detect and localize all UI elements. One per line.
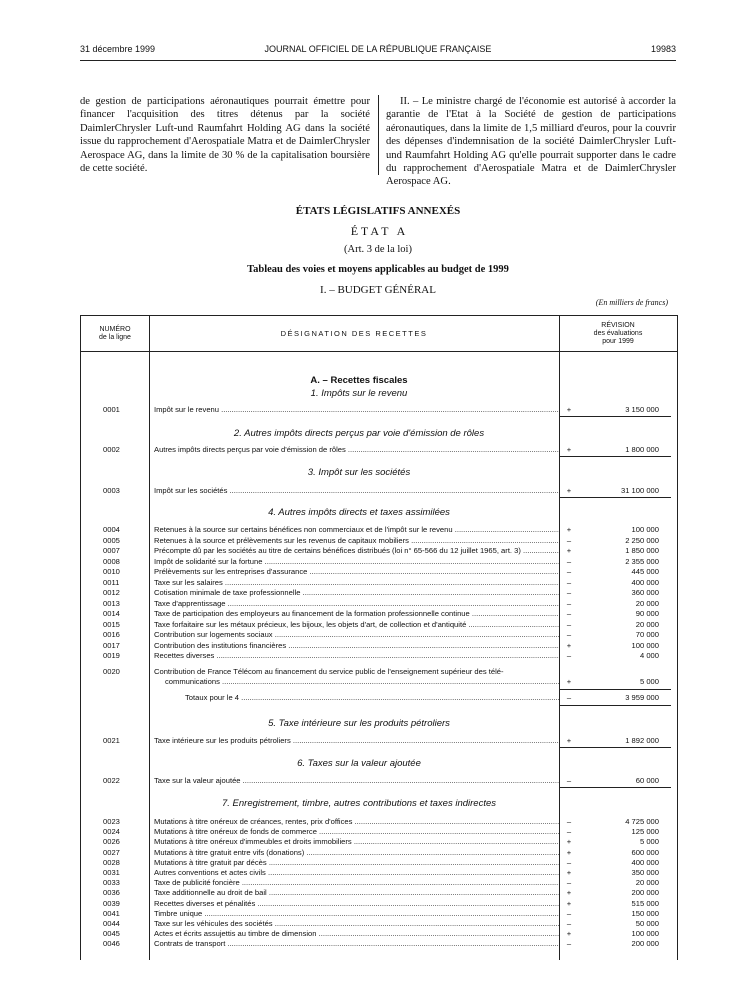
line-sign: – — [566, 630, 572, 639]
line-number: 0013 — [103, 598, 120, 608]
line-designation: Mutations à titre onéreux de fonds de commerce ..... — [154, 827, 559, 837]
line-amount: 360 000 — [631, 588, 659, 597]
underline — [559, 747, 671, 748]
line-number: 0022 — [103, 776, 120, 785]
line-designation: Taxe additionnelle au droit de bail ..... — [154, 888, 559, 898]
line-designation: Autres impôts directs perçus par voie d'émission de rôles ..... — [154, 445, 559, 455]
table-row — [81, 837, 677, 847]
line-designation: Timbre unique ..... — [154, 909, 559, 919]
line-sign: – — [566, 567, 572, 576]
line-number: 0004 — [103, 525, 120, 534]
line-number: 0021 — [103, 736, 120, 745]
line-sign: – — [566, 919, 572, 928]
table-row — [81, 525, 677, 535]
line-amount: 31 100 000 — [620, 486, 659, 495]
section-heading: 5. Taxe intérieure sur les produits pétroliers — [268, 718, 450, 729]
line-designation: Contribution sur logements sociaux ..... — [154, 630, 559, 640]
line-designation: Mutations à titre gratuit par décès ..... — [154, 858, 559, 868]
column-header-designation: DÉSIGNATION DES RECETTES — [280, 329, 428, 338]
line-amount: 100 000 — [631, 525, 659, 534]
line-number: 0010 — [103, 567, 120, 576]
line-designation: Impôt sur le revenu ..... — [154, 405, 559, 415]
article-reference: (Art. 3 de la loi) — [344, 244, 412, 255]
line-sign: + — [566, 405, 572, 414]
line-number: 0036 — [103, 888, 120, 898]
line-amount: 1 800 000 — [625, 445, 659, 454]
line-number: 0016 — [103, 630, 120, 639]
line-amount: 200 000 — [631, 888, 659, 898]
de-la-ligne-label: de la ligne — [99, 334, 131, 341]
table-row — [81, 919, 677, 929]
line-number: 0017 — [103, 640, 120, 650]
header-row-rule — [81, 351, 677, 352]
line-designation: Autres conventions et actes civils ..... — [154, 868, 559, 878]
section-heading: 2. Autres impôts directs perçus par voie d'émission de rôles — [233, 428, 485, 439]
line-sign: + — [566, 847, 572, 857]
section-heading: A. – Recettes fiscales — [310, 375, 408, 386]
line-amount: 2 250 000 — [625, 535, 659, 545]
unit-note: (En milliers de francs) — [595, 298, 668, 307]
table-row — [81, 609, 677, 619]
line-amount: 20 000 — [635, 878, 659, 888]
underline — [559, 705, 671, 706]
intro-left-paragraph: de gestion de participations aéronautiques pourrait émettre pour financer l'acquisition des titres détenus par la société DaimlerChrysler Luft-und Raumfahrt Holding AG dans la société issue du rapprochement d'Aerospatiale Matra et de DaimlerChrysler Aerospace AG, dans la limite de 30 % de la capitalisation boursière de cette société. — [80, 96, 370, 175]
line-designation: Actes et écrits assujettis au timbre de dimension ..... — [154, 929, 559, 939]
table-row — [81, 630, 677, 640]
table-row — [81, 888, 677, 898]
running-header — [80, 44, 676, 58]
line-number: 0028 — [103, 857, 120, 867]
line-number: 0019 — [103, 651, 120, 660]
table-row — [81, 405, 677, 415]
line-amount: 100 000 — [631, 929, 659, 939]
line-number: 0024 — [103, 827, 120, 837]
line-designation: Taxe sur la valeur ajoutée ..... — [154, 776, 559, 786]
recettes-table — [80, 315, 678, 960]
column-header-revision — [559, 322, 677, 346]
line-amount: 20 000 — [635, 598, 659, 608]
table-row — [81, 878, 677, 888]
underline — [559, 689, 671, 690]
line-designation: Mutations à titre onéreux d'immeubles et droits immobiliers ..... — [154, 837, 559, 847]
column-header-numero — [81, 326, 149, 342]
totals-sign: – — [566, 693, 572, 702]
line-sign: – — [566, 857, 572, 867]
line-number: 0027 — [103, 847, 120, 857]
line-amount: 20 000 — [635, 619, 659, 629]
section-heading: 1. Impôts sur le revenu — [310, 388, 408, 399]
line-designation: Impôt sur les sociétés ..... — [154, 486, 559, 496]
table-row — [81, 909, 677, 919]
line-amount: 5 000 — [639, 837, 659, 847]
table-row — [81, 827, 677, 837]
line-amount: 515 000 — [631, 898, 659, 908]
line-sign: + — [566, 868, 572, 877]
underline — [559, 787, 671, 788]
line-number: 0002 — [103, 445, 120, 454]
line-sign: – — [566, 817, 572, 826]
line-number: 0015 — [103, 619, 120, 629]
line-sign: – — [566, 776, 572, 785]
table-row — [81, 899, 677, 909]
line-sign: + — [566, 486, 572, 495]
line-sign: + — [566, 736, 572, 745]
line-sign: – — [566, 598, 572, 608]
line-designation: Taxe intérieure sur les produits pétroliers ..... — [154, 736, 559, 746]
table-row — [81, 736, 677, 746]
line-sign: – — [566, 939, 572, 949]
table-row — [81, 641, 677, 651]
line-designation: Recettes diverses ..... — [154, 651, 559, 661]
line-designation: Retenues à la source sur certains bénéfices non commerciaux et de l'impôt sur le revenu ..... — [154, 525, 559, 535]
line-amount: 1 892 000 — [625, 736, 659, 745]
line-sign: – — [566, 827, 572, 837]
line-designation: Prélèvements sur les entreprises d'assurance ..... — [154, 567, 559, 577]
line-number: 0041 — [103, 908, 120, 918]
line-amount: 125 000 — [631, 827, 659, 837]
table-row — [81, 486, 677, 496]
year-label: pour 1999 — [602, 338, 634, 345]
table-row — [81, 929, 677, 939]
line-sign: – — [566, 556, 572, 566]
line-amount: 3 150 000 — [625, 405, 659, 414]
line-amount: 200 000 — [631, 939, 659, 949]
line-amount: 5 000 — [639, 677, 659, 686]
etat-title: É T A T A — [350, 224, 406, 238]
line-sign: + — [566, 525, 572, 534]
line-number: 0031 — [103, 868, 120, 877]
line-amount: 400 000 — [631, 857, 659, 867]
table-row — [81, 445, 677, 455]
line-designation: Taxe de publicité foncière ..... — [154, 878, 559, 888]
table-row — [81, 667, 677, 677]
line-amount: 4 725 000 — [625, 817, 659, 826]
line-number: 0023 — [103, 817, 120, 826]
line-amount: 50 000 — [635, 919, 659, 928]
line-designation-continued: communications ..... — [165, 677, 559, 687]
section-heading: 7. Enregistrement, timbre, autres contributions et taxes indirectes — [221, 798, 497, 809]
budget-title: I. – BUDGET GÉNÉRAL — [320, 284, 436, 296]
line-designation: Retenues à la source et prélèvements sur les revenus de capitaux mobiliers ..... — [154, 536, 559, 546]
line-sign: – — [566, 651, 572, 660]
line-number: 0033 — [103, 878, 120, 888]
table-row — [81, 588, 677, 598]
line-amount: 90 000 — [635, 609, 659, 618]
line-number: 0003 — [103, 486, 120, 495]
line-number: 0001 — [103, 405, 120, 414]
line-sign: + — [566, 445, 572, 454]
line-amount: 150 000 — [631, 908, 659, 918]
line-amount: 600 000 — [631, 847, 659, 857]
table-row — [81, 939, 677, 949]
table-title: Tableau des voies et moyens applicables au budget de 1999 — [247, 264, 509, 275]
table-row — [81, 858, 677, 868]
line-amount: 350 000 — [631, 868, 659, 877]
line-sign: – — [566, 577, 572, 587]
line-number: 0011 — [103, 577, 120, 587]
line-sign: + — [566, 640, 572, 650]
line-designation: Contribution des institutions financières ..... — [154, 641, 559, 651]
header-date: 31 décembre 1999 — [80, 44, 156, 54]
line-sign: – — [566, 619, 572, 629]
line-designation: Contribution de France Télécom au financement du service public de l'enseignement supérieur des télé- — [154, 667, 504, 676]
table-row-continuation — [81, 677, 677, 687]
table-row — [81, 776, 677, 786]
table-row — [81, 578, 677, 588]
line-designation: Taxe forfaitaire sur les métaux précieux, les bijoux, les objets d'art, de collection et d'antiquité ..... — [154, 620, 559, 630]
table-row — [81, 848, 677, 858]
table-row — [81, 557, 677, 567]
line-sign: + — [566, 677, 572, 686]
table-row — [81, 868, 677, 878]
line-sign: – — [566, 588, 572, 597]
line-sign: + — [566, 888, 572, 898]
table-row — [81, 546, 677, 556]
line-sign: + — [566, 837, 572, 847]
header-journal-title: JOURNAL OFFICIEL DE LA RÉPUBLIQUE FRANÇAISE — [264, 44, 492, 54]
totals-label: Totaux pour le 4 ..... — [185, 693, 559, 703]
table-row — [81, 536, 677, 546]
line-designation: Contrats de transport ..... — [154, 939, 559, 949]
line-sign: + — [566, 898, 572, 908]
line-designation: Précompte dû par les sociétés au titre de certains bénéfices distribués (loi n° 65-566 du 12 juillet 1965, art. 3) ..... — [154, 546, 559, 556]
numero-label: NUMÉRO — [99, 326, 131, 333]
line-designation: Recettes diverses et pénalités ..... — [154, 899, 559, 909]
line-sign: – — [566, 878, 572, 888]
line-amount: 400 000 — [631, 577, 659, 587]
line-sign: + — [566, 929, 572, 939]
line-sign: – — [566, 609, 572, 618]
line-designation: Mutations à titre gratuit entre vifs (donations) ..... — [154, 848, 559, 858]
line-number: 0007 — [103, 546, 120, 555]
line-number: 0012 — [103, 588, 120, 597]
line-sign: + — [566, 546, 572, 555]
line-amount: 100 000 — [631, 640, 659, 650]
line-designation: Taxe sur les véhicules des sociétés ..... — [154, 919, 559, 929]
line-designation: Impôt de solidarité sur la fortune ..... — [154, 557, 559, 567]
line-number: 0044 — [103, 919, 120, 928]
table-row — [81, 567, 677, 577]
table-row — [81, 620, 677, 630]
line-designation: Mutations à titre onéreux de créances, rentes, prix d'offices ..... — [154, 817, 559, 827]
totals-amount: 3 959 000 — [625, 693, 659, 702]
header-page-number: 19983 — [650, 44, 676, 54]
table-row — [81, 651, 677, 661]
line-designation: Taxe d'apprentissage ..... — [154, 599, 559, 609]
line-designation: Taxe sur les salaires ..... — [154, 578, 559, 588]
line-number: 0045 — [103, 929, 120, 939]
line-amount: 1 850 000 — [625, 546, 659, 555]
header-rule — [80, 60, 676, 61]
totals-row — [81, 693, 677, 703]
line-amount: 4 000 — [639, 651, 659, 660]
column-divider — [378, 95, 379, 175]
table-row — [81, 817, 677, 827]
underline — [559, 497, 671, 498]
line-number: 0005 — [103, 535, 120, 545]
section-heading: 6. Taxes sur la valeur ajoutée — [297, 758, 421, 769]
revision-label: RÉVISION — [601, 322, 635, 329]
line-number: 0014 — [103, 609, 120, 618]
line-sign: – — [566, 908, 572, 918]
table-row — [81, 599, 677, 609]
underline — [559, 416, 671, 417]
etats-title: ÉTATS LÉGISLATIFS ANNEXÉS — [295, 205, 461, 217]
evaluations-label: des évaluations — [593, 330, 643, 337]
section-heading: 4. Autres impôts directs et taxes assimilées — [268, 507, 450, 518]
line-amount: 70 000 — [635, 630, 659, 639]
line-number: 0020 — [103, 667, 120, 676]
line-amount: 2 355 000 — [625, 556, 659, 566]
line-amount: 60 000 — [635, 776, 659, 785]
section-heading: 3. Impôt sur les sociétés — [307, 467, 411, 478]
line-number: 0008 — [103, 556, 120, 566]
line-designation: Taxe de participation des employeurs au financement de la formation professionnelle continue ..... — [154, 609, 559, 619]
line-amount: 445 000 — [631, 567, 659, 576]
line-number: 0039 — [103, 898, 120, 908]
intro-right-paragraph: II. – Le ministre chargé de l'économie est autorisé à accorder la garantie de l'Etat à la Société de gestion de participations aéronautiques, dans la limite de 1,5 milliard d'euros, pour la couvrir des dépenses d'indemnisation de la société DaimlerChrysler Luft-und Raumfahrt Holding AG qu'elle pourrait supporter dans le cadre du rapprochement d'Aerospatiale Matra et de DaimlerChrysler Aerospace AG. — [386, 96, 676, 188]
underline — [559, 456, 671, 457]
line-sign: – — [566, 535, 572, 545]
line-number: 0046 — [103, 939, 120, 949]
line-designation: Cotisation minimale de taxe professionnelle ..... — [154, 588, 559, 598]
line-number: 0026 — [103, 837, 120, 847]
